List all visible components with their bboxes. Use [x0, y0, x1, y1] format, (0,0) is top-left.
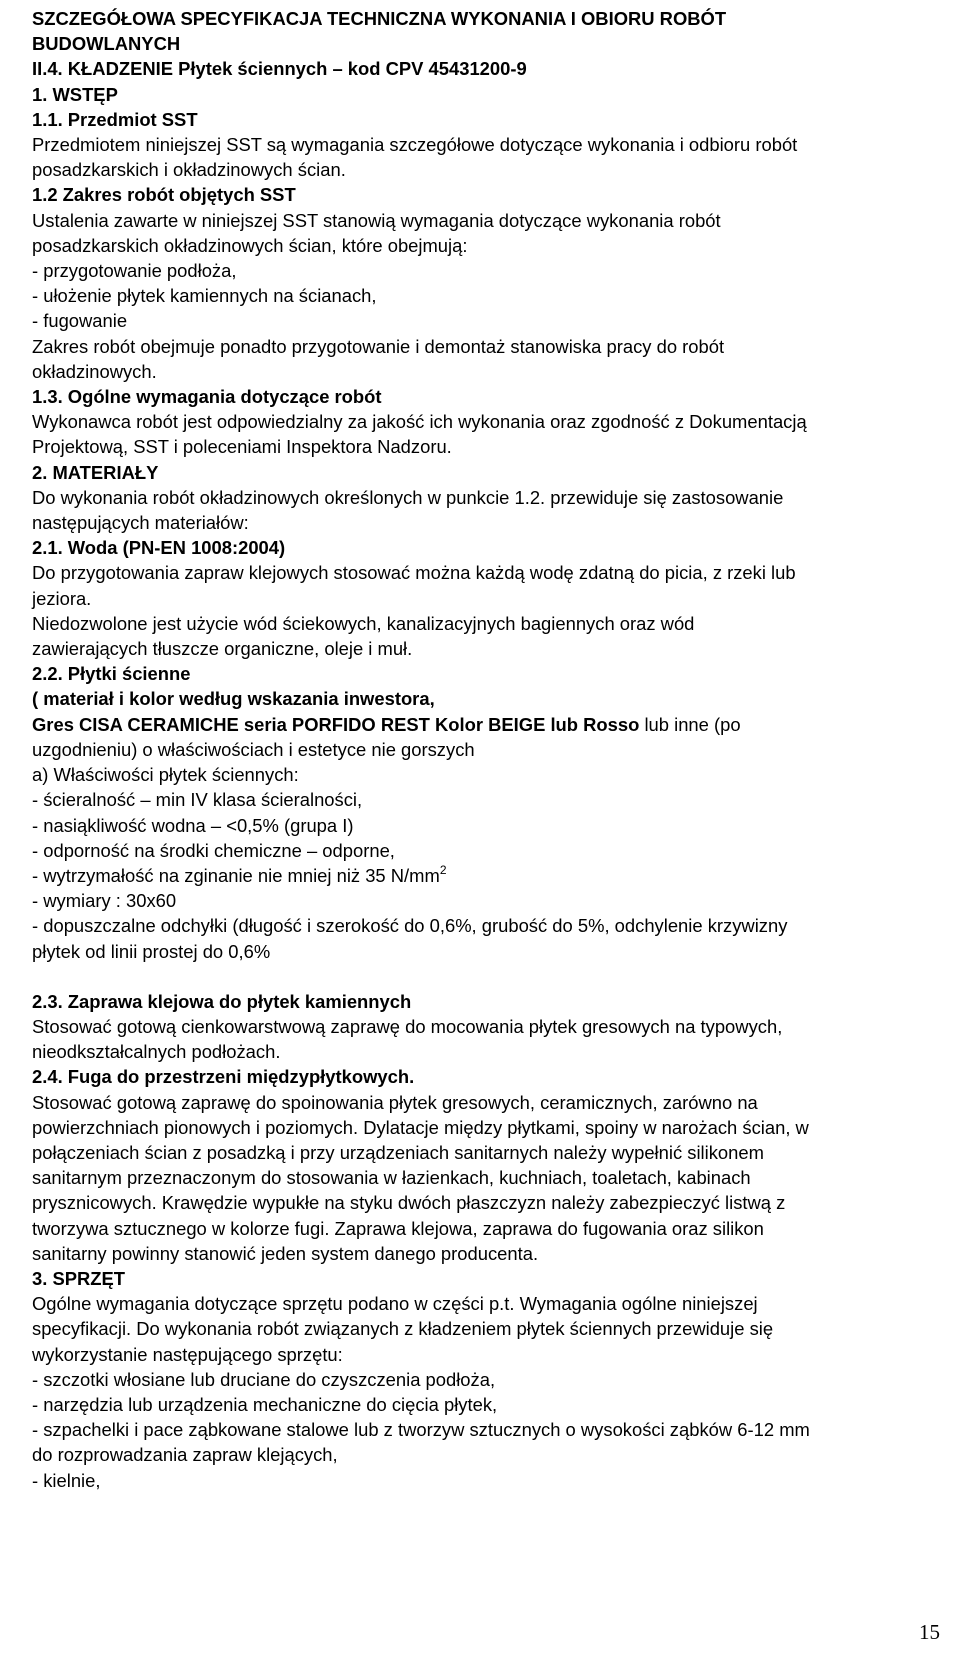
paragraph-line: jeziora.: [32, 587, 92, 609]
list-item: - szczotki włosiane lub druciane do czyszczenia podłoża,: [32, 1368, 496, 1390]
paragraph-line: powierzchniach pionowych i poziomych. Dylatacje między płytkami, spoiny w narożach ścian, w: [32, 1116, 809, 1138]
paragraph-line: Przedmiotem niniejszej SST są wymagania szczegółowe dotyczące wykonania i odbioru robót: [32, 134, 798, 156]
list-item: - kielnie,: [32, 1469, 101, 1491]
list-item: - nasiąkliwość wodna – <0,5% (grupa I): [32, 814, 354, 836]
paragraph-line: specyfikacji. Do wykonania robót związanych z kładzeniem płytek ściennych przewiduje się: [32, 1318, 774, 1340]
paragraph-line: Projektową, SST i poleceniami Inspektora Nadzoru.: [32, 436, 452, 458]
paragraph-line: prysznicowych. Krawędzie wypukłe na styku dwóch płaszczyzn należy zabezpieczyć listwą z: [32, 1192, 786, 1214]
section-1-heading: 1. WSTĘP: [32, 83, 118, 105]
paragraph-line: zawierających tłuszcze organiczne, oleje i muł.: [32, 638, 413, 660]
page-number: 15: [919, 1620, 940, 1644]
paragraph-line: sanitarny powinny stanowić jeden system danego producenta.: [32, 1242, 539, 1264]
section-1-3-heading: 1.3. Ogólne wymagania dotyczące robót: [32, 386, 382, 408]
tile-spec-line-2: [32, 712, 950, 737]
list-item: - szpachelki i pace ząbkowane stalowe lub z tworzyw sztucznych o wysokości ząbków 6-12 mm: [32, 1419, 810, 1441]
section-2-1-heading: 2.1. Woda (PN-EN 1008:2004): [32, 537, 286, 559]
list-item: - narzędzia lub urządzenia mechaniczne do cięcia płytek,: [32, 1393, 498, 1415]
paragraph-line: Wykonawca robót jest odpowiedzialny za jakość ich wykonania oraz zgodność z Dokumentacją: [32, 411, 807, 433]
paragraph-line: Do przygotowania zapraw klejowych stosować można każdą wodę zdatną do picia, z rzeki lub: [32, 562, 796, 584]
paragraph-line: okładzinowych.: [32, 360, 157, 382]
paragraph-line: wykorzystanie następującego sprzętu:: [32, 1343, 343, 1365]
list-item: - odporność na środki chemiczne – odporne,: [32, 839, 395, 861]
properties-heading: a) Właściwości płytek ściennych:: [32, 764, 299, 786]
tile-spec-line-3: uzgodnieniu) o właściwościach i estetyce nie gorszych: [32, 738, 475, 760]
section-1-1-heading: 1.1. Przedmiot SST: [32, 108, 198, 130]
superscript: 2: [439, 862, 447, 877]
paragraph-line: nieodkształcalnych podłożach.: [32, 1041, 281, 1063]
section-2-2-heading: 2.2. Płytki ścienne: [32, 663, 191, 685]
paragraph-line: Niedozwolone jest użycie wód ściekowych, kanalizacyjnych bagiennych oraz wód: [32, 612, 695, 634]
list-item: - dopuszczalne odchyłki (długość i szerokość do 0,6%, grubość do 5%, odchylenie krzywizny: [32, 915, 788, 937]
paragraph-line: Stosować gotową cienkowarstwową zaprawę do mocowania płytek gresowych na typowych,: [32, 1015, 783, 1037]
document-page: [32, 6, 950, 1493]
list-item: - fugowanie: [32, 310, 128, 332]
list-item-continued: płytek od linii prostej do 0,6%: [32, 940, 271, 962]
list-item: - przygotowanie podłoża,: [32, 260, 237, 282]
section-2-3-heading: 2.3. Zaprawa klejowa do płytek kamiennych: [32, 990, 412, 1012]
paragraph-line: połączeniach ścian z posadzką i przy urządzeniach sanitarnych należy wypełnić silikonem: [32, 1141, 764, 1163]
tile-spec-line-1: ( materiał i kolor według wskazania inwestora,: [32, 688, 435, 710]
paragraph-line: Do wykonania robót okładzinowych określonych w punkcie 1.2. przewiduje się zastosowanie: [32, 486, 784, 508]
tile-product-name: Gres CISA CERAMICHE seria PORFIDO REST Kolor BEIGE lub Rosso: [32, 713, 640, 735]
list-item-continued: do rozprowadzania zapraw klejących,: [32, 1444, 338, 1466]
list-item: - ścieralność – min IV klasa ścieralności,: [32, 789, 363, 811]
tile-product-alt: lub inne (po: [639, 713, 741, 735]
paragraph-line: posadzkarskich okładzinowych ścian, które obejmują:: [32, 234, 468, 256]
paragraph-line: sanitarnym przeznaczonym do stosowania w łazienkach, kuchniach, toaletach, kabinach: [32, 1167, 751, 1189]
paragraph-line: Stosować gotową zaprawę do spoinowania płytek gresowych, ceramicznych, zarówno na: [32, 1091, 758, 1113]
paragraph-line: Ogólne wymagania dotyczące sprzętu podano w części p.t. Wymagania ogólne niniejszej: [32, 1293, 758, 1315]
paragraph-line: posadzkarskich i okładzinowych ścian.: [32, 159, 346, 181]
paragraph-line: Ustalenia zawarte w niniejszej SST stanowią wymagania dotyczące wykonania robót: [32, 209, 721, 231]
paragraph-line: tworzywa sztucznego w kolorze fugi. Zaprawa klejowa, zaprawa do fugowania oraz silikon: [32, 1217, 764, 1239]
section-2-heading: 2. MATERIAŁY: [32, 461, 159, 483]
section-2-4-heading: 2.4. Fuga do przestrzeni międzypłytkowych.: [32, 1066, 415, 1088]
doc-title-line-1: SZCZEGÓŁOWA SPECYFIKACJA TECHNICZNA WYKONANIA I OBIORU ROBÓT: [32, 8, 727, 29]
paragraph-line: Zakres robót obejmuje ponadto przygotowanie i demontaż stanowiska pracy do robót: [32, 335, 725, 357]
section-3-heading: 3. SPRZĘT: [32, 1267, 125, 1289]
paragraph-line: następujących materiałów:: [32, 512, 249, 534]
strength-text: - wytrzymałość na zginanie nie mniej niż 35 N/mm: [32, 864, 440, 886]
doc-subtitle: II.4. KŁADZENIE Płytek ściennych – kod CPV 45431200-9: [32, 58, 527, 80]
list-item: - wymiary : 30x60: [32, 890, 177, 912]
list-item: - ułożenie płytek kamiennych na ścianach,: [32, 285, 377, 307]
list-item-strength: [32, 863, 950, 888]
paragraph-gap: [32, 964, 950, 989]
doc-title-line-2: BUDOWLANYCH: [32, 33, 181, 55]
section-1-2-heading: 1.2 Zakres robót objętych SST: [32, 184, 296, 206]
